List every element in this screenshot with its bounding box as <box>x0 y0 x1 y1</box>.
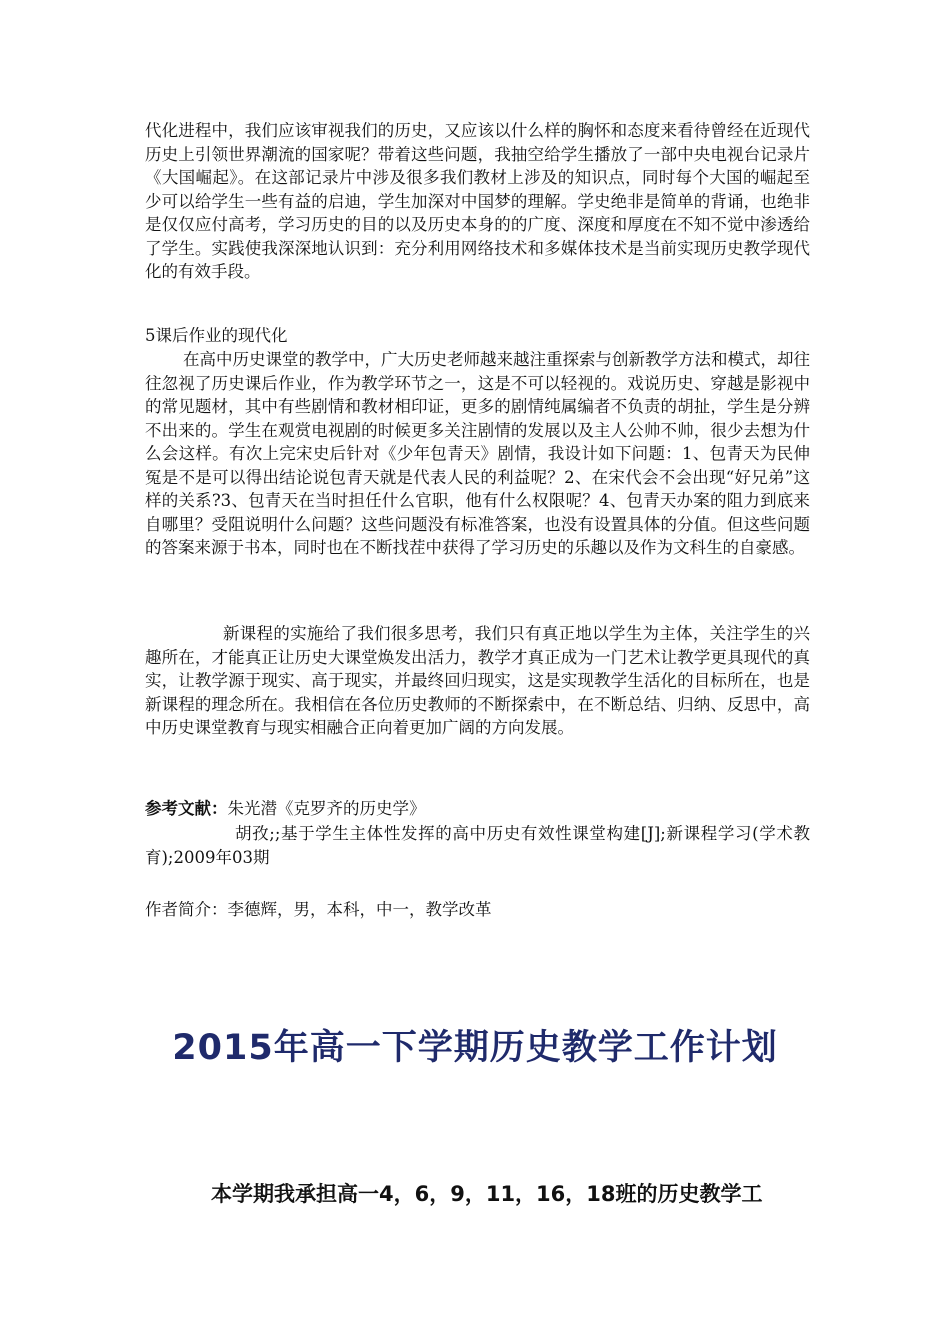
references-label: 参考文献： <box>145 799 228 818</box>
plan-intro: 本学期我承担高一4，6，9，11，16，18班的历史教学工 <box>211 1182 763 1206</box>
plan-title: 2015年高一下学期历史教学工作计划 <box>172 1028 778 1068</box>
section-heading: 5课后作业的现代化 <box>145 326 288 345</box>
author-intro: 作者简介：李德辉，男，本科，中一，教学改革 <box>145 900 492 919</box>
reference-2: 胡孜;;基于学生主体性发挥的高中历史有效性课堂构建[J];新课程学习(学术教育);2009年03期 <box>145 824 810 867</box>
body-paragraph-3: 新课程的实施给了我们很多思考，我们只有真正地以学生为主体，关注学生的兴趣所在，才能真正让历史大课堂焕发出活力，教学才真正成为一门艺术让教学更具现代的真实，让教学源于现实、高于现实，并最终回归现实，这是实现教学生活化的目标所在，也是新课程的理念所在。我相信在各位历史教师的不断探索中，在不断总结、归纳、反思中，高中历史课堂教育与现实相融合正向着更加广阔的方向发展。 <box>145 624 810 737</box>
body-paragraph-1: 代化进程中，我们应该审视我们的历史，又应该以什么样的胸怀和态度来看待曾经在近现代历史上引领世界潮流的国家呢？带着这些问题，我抽空给学生播放了一部中央电视台记录片《大国崛起》。在这部记录片中涉及很多我们教材上涉及的知识点，同时每个大国的崛起至少可以给学生一些有益的启迪，学生加深对中国梦的理解。学史绝非是简单的背诵，也绝非是仅仅应付高考，学习历史的目的以及历史本身的的广度、深度和厚度在不知不觉中渗透给了学生。实践使我深深地认识到：充分利用网络技术和多媒体技术是当前实现历史教学现代化的有效手段。 <box>145 121 810 281</box>
references <box>145 797 810 821</box>
body-paragraph-2: 在高中历史课堂的教学中，广大历史老师越来越注重探索与创新教学方法和模式，却往往忽视了历史课后作业，作为教学环节之一，这是不可以轻视的。戏说历史、穿越是影视中的常见题材，其中有些剧情和教材相印证，更多的剧情纯属编者不负责的胡扯，学生是分辨不出来的。学生在观赏电视剧的时候更多关注剧情的发展以及主人公帅不帅，很少去想为什么会这样。有次上完宋史后针对《少年包青天》剧情，我设计如下问题：1、包青天为民伸冤是不是可以得出结论说包青天就是代表人民的利益呢？2、在宋代会不会出现“好兄弟”这样的关系?3、包青天在当时担任什么官职，他有什么权限呢？4、包青天办案的阻力到底来自哪里？受阻说明什么问题？这些问题没有标准答案，也没有设置具体的分值。但这些问题的答案来源于书本，同时也在不断找茬中获得了学习历史的乐趣以及作为文科生的自豪感。 <box>145 350 810 557</box>
reference-1: 朱光潜《克罗齐的历史学》 <box>227 799 426 818</box>
